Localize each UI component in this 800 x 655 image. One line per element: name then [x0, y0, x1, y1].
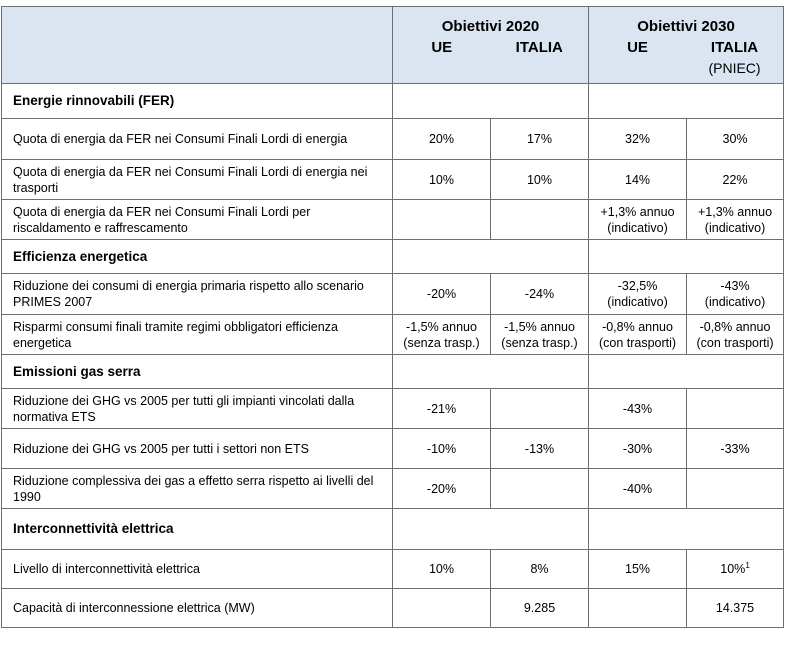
table-row: [2, 119, 784, 160]
row-label: Livello di interconnettività elettrica: [2, 550, 393, 589]
section-title-interconnettivita: Interconnettività elettrica: [2, 509, 393, 550]
cell-italia-2030: 10%$^1$: [687, 550, 784, 589]
cell-italia-2030: 30%: [687, 119, 784, 160]
table-row: [2, 160, 784, 200]
row-label: Risparmi consumi finali tramite regimi obbligatori efficienza energetica: [2, 315, 393, 355]
column-italia-2030-note: (PNIEC): [708, 59, 761, 76]
cell-italia-2030: -43% (indicativo): [687, 274, 784, 315]
header-label-cell: [2, 7, 393, 84]
cell-ue-2030: 32%: [589, 119, 687, 160]
cell-ue-2030: -0,8% annuo (con trasporti): [589, 315, 687, 355]
cell-ue-2030: -40%: [589, 469, 687, 509]
cell-ue-2030: -32,5% (indicativo): [589, 274, 687, 315]
section-title-emissioni: Emissioni gas serra: [2, 355, 393, 389]
cell-ue-2020: -20%: [393, 469, 491, 509]
row-label: Quota di energia da FER nei Consumi Finali Lordi di energia nei trasporti: [2, 160, 393, 200]
cell-italia-2020: -13%: [491, 429, 589, 469]
table-row: [2, 274, 784, 315]
cell-italia-2020: [491, 200, 589, 240]
table-row: [2, 200, 784, 240]
cell-italia-2030: [687, 469, 784, 509]
footnote-marker: 1: [745, 560, 750, 570]
column-italia-2020: ITALIA: [515, 38, 563, 56]
cell-ue-2020: 10%: [393, 550, 491, 589]
cell-ue-2030: -43%: [589, 389, 687, 429]
cell-italia-2020: 8%: [491, 550, 589, 589]
objectives-table: [1, 6, 784, 628]
row-label: Riduzione complessiva dei gas a effetto serra rispetto ai livelli del 1990: [2, 469, 393, 509]
cell-ue-2020: [393, 200, 491, 240]
table-row: [2, 550, 784, 589]
table-row: [2, 315, 784, 355]
cell-ue-2030: [589, 589, 687, 628]
cell-ue-2020: 10%: [393, 160, 491, 200]
cell-ue-2020: -1,5% annuo (senza trasp.): [393, 315, 491, 355]
cell-ue-2020: 20%: [393, 119, 491, 160]
header-2020: [393, 7, 589, 84]
column-italia-2030: ITALIA: [710, 38, 759, 56]
cell-ue-2030: -30%: [589, 429, 687, 469]
table-header: [2, 7, 784, 84]
cell-ue-2020: -20%: [393, 274, 491, 315]
cell-italia-2020: -1,5% annuo (senza trasp.): [491, 315, 589, 355]
cell-italia-2020: [491, 389, 589, 429]
cell-italia-2030: 22%: [687, 160, 784, 200]
group-title-2030: Obiettivi 2030: [637, 17, 735, 35]
cell-italia-2020: -24%: [491, 274, 589, 315]
cell-italia-2030: [687, 389, 784, 429]
section-row: [2, 240, 784, 274]
cell-italia-2030: -0,8% annuo (con trasporti): [687, 315, 784, 355]
cell-italia-2030: -33%: [687, 429, 784, 469]
row-label: Riduzione dei GHG vs 2005 per tutti gli impianti vincolati dalla normativa ETS: [2, 389, 393, 429]
column-ue-2020: UE: [431, 38, 453, 56]
cell-ue-2030: 15%: [589, 550, 687, 589]
section-title-fer: Energie rinnovabili (FER): [2, 84, 393, 119]
table-row: [2, 469, 784, 509]
cell-italia-2020: [491, 469, 589, 509]
cell-italia-2020: 9.285: [491, 589, 589, 628]
cell-ue-2020: -10%: [393, 429, 491, 469]
cell-italia-2020: 17%: [491, 119, 589, 160]
cell-italia-2030: +1,3% annuo (indicativo): [687, 200, 784, 240]
cell-ue-2030: 14%: [589, 160, 687, 200]
row-label: Capacità di interconnessione elettrica (MW): [2, 589, 393, 628]
cell-ue-2030: +1,3% annuo (indicativo): [589, 200, 687, 240]
table-row: [2, 429, 784, 469]
header-2030: [589, 7, 784, 84]
section-row: [2, 355, 784, 389]
cell-ue-2020: [393, 589, 491, 628]
cell-italia-2030: 14.375: [687, 589, 784, 628]
cell-ue-2020: -21%: [393, 389, 491, 429]
table-row: [2, 389, 784, 429]
table-row: [2, 589, 784, 628]
group-title-2020: Obiettivi 2020: [441, 17, 540, 35]
row-label: Riduzione dei consumi di energia primaria rispetto allo scenario PRIMES 2007: [2, 274, 393, 315]
row-label: Riduzione dei GHG vs 2005 per tutti i settori non ETS: [2, 429, 393, 469]
row-label: Quota di energia da FER nei Consumi Finali Lordi di energia: [2, 119, 393, 160]
section-row: [2, 509, 784, 550]
cell-italia-2020: 10%: [491, 160, 589, 200]
row-label: Quota di energia da FER nei Consumi Finali Lordi per riscaldamento e raffrescamento: [2, 200, 393, 240]
section-title-efficienza: Efficienza energetica: [2, 240, 393, 274]
column-ue-2030: UE: [627, 38, 648, 56]
section-row: [2, 84, 784, 119]
